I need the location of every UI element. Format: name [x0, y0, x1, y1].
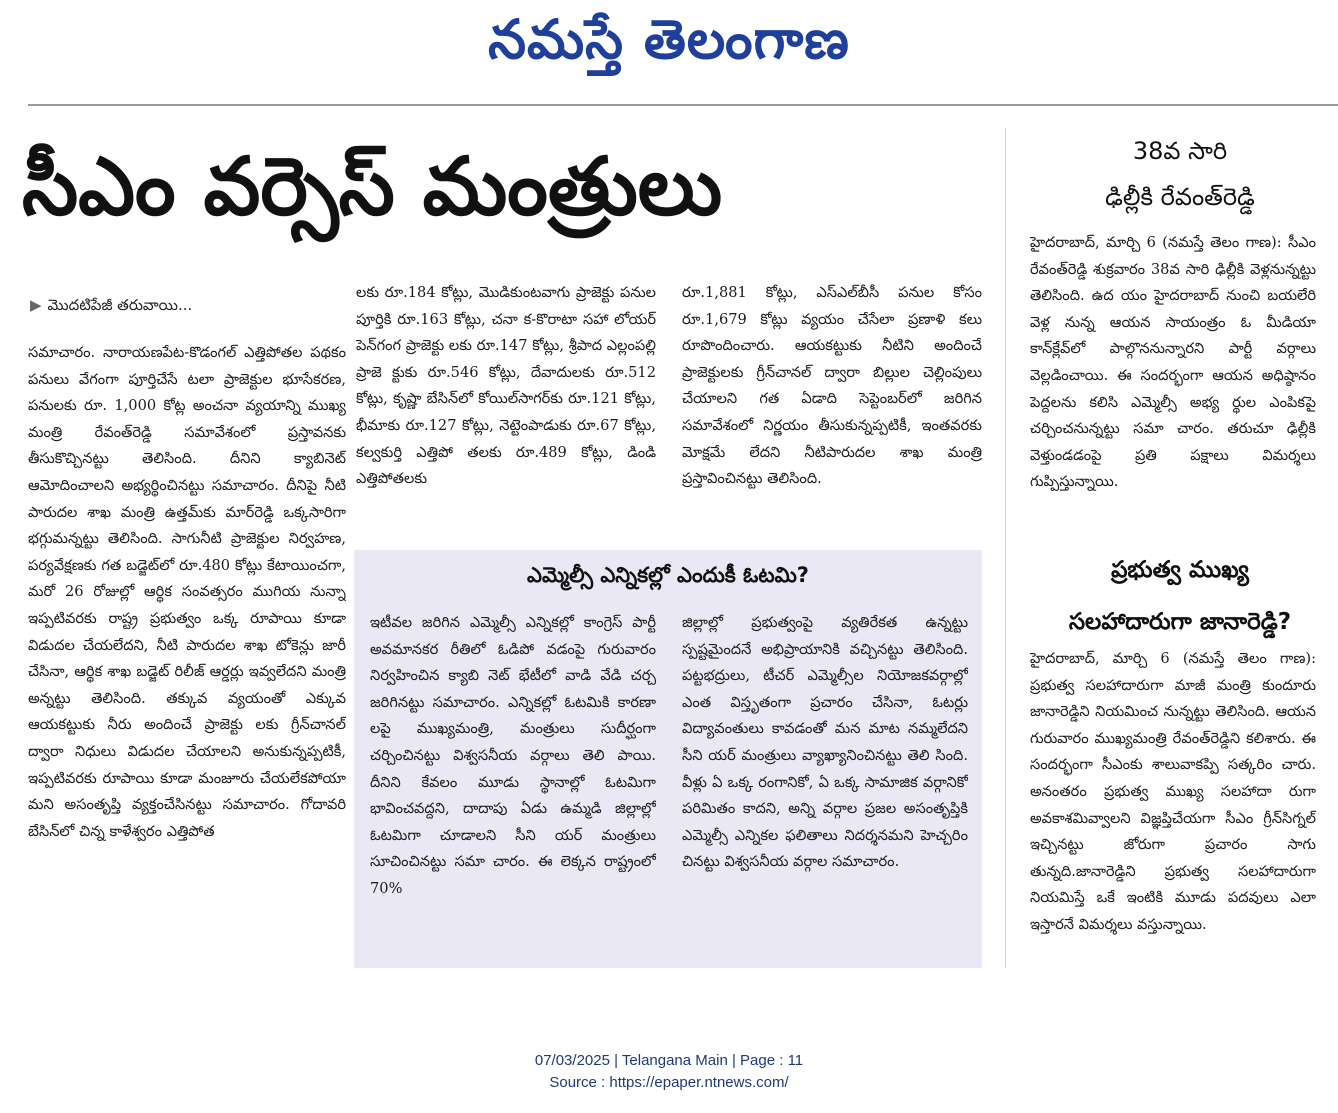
kicker-text: మొదటిపేజీ తరువాయి...	[47, 296, 193, 314]
side-story-2-heading	[1030, 544, 1330, 648]
side-story-1-body	[1030, 230, 1316, 530]
article-text: సమాచారం. నారాయణపేట-కొడంగల్ ఎత్తిపోతల పథకం పనులు వేగంగా పూర్తిచేసే టలా ప్రాజెక్టుల భూసేకరణ, పనులకు రూ. 1,000 కోట్ల అంచనా వ్యయాన్ని ముఖ్య మంత్రి రేవంత్‌రెడ్డి సమావేశంలో ప్రస్తావనకు తీసుకొచ్చినట్టు తెలిసింది. దీనిని క్యాబినెట్ ఆమోదించాలని అభ్యర్థించినట్టు సమాచారం. దీనిపై నీటి పారుదల శాఖ మంత్రి ఉత్తమ్‌కు మార్‌రెడ్డి ఒక్కసారిగా భగ్గుమన్నట్టు తెలిసింది. సాగునీటి ప్రాజెక్టుల నిర్వహణ, పర్యవేక్షణకు గత బడ్జెట్‌లో రూ.480 కోట్లు కేటాయించగా, మరో 26 రోజుల్లో ఆర్థిక సంవత్సరం ముగియ నున్నా ఇప్పటివరకు రాష్ట్ర ప్రభుత్వం ఒక్క రూపాయి కూడా విడుదల చేయలేదని, నీటి పారుదల శాఖ టోకెన్లు జారీ చేసినా, ఆర్థిక శాఖ బడ్జెట్ రిలీజ్ ఆర్డర్లు ఇవ్వలేదని మంత్రి అన్నట్టు తెలిసింది. తక్కువ వ్యయంతో ఎక్కువ ఆయకట్టుకు నీరు అందించే ప్రాజెక్టు లకు గ్రీన్‌చానల్ ద్వారా నిధులు విడుదల చేయాలని అనుకున్నప్పటికీ, ఇప్పటివరకు రూపాయి కూడా మంజూరు చేయలేకపోయా మని అసంతృప్తి వ్యక్తంచేసినట్టు సమాచారం. గోదావరి బేసిన్‌లో చిన్న కాళేశ్వరం ఎత్తిపోత	[28, 344, 346, 840]
article-column-3	[682, 280, 982, 530]
continuation-kicker	[30, 296, 192, 318]
side-story-text: హైదరాబాద్, మార్చి 6 (నమస్తే తెలం గాణ): సీఎం రేవంత్‌రెడ్డి శుక్రవారం 38వ సారి ఢిల్లీకి వెళ్లనున్నట్టు తెలిసింది. ఉద యం హైదరాబాద్ నుంచి బయలేరి వెళ్ల నున్న ఆయన సాయంత్రం ఓ మీడియా కాన్‌క్లేవ్‌లో పాల్గొననున్నారని పార్టీ వర్గాలు వెల్లడించాయి. ఈ సందర్భంగా ఆయన అధిష్ఠానం పెద్దలను కలిసి ఎమ్మెల్సీ అభ్య ర్థుల ఎంపికపై చర్చించనున్నట్టు సమా చారం. తరుచూ ఢిల్లీకి వెళ్తుండడంపై ప్రతి పక్షాలు విమర్శలు గుప్పిస్తున్నాయి.	[1030, 234, 1316, 491]
side-story-text: హైదరాబాద్, మార్చి 6 (నమస్తే తెలం గాణ): ప్రభుత్వ సలహాదారుగా మాజీ మంత్రి కుందూరు జానారెడ్డిని నియమించ నున్నట్టు తెలిసింది. ఆయన గురువారం ముఖ్యమంత్రి రేవంత్‌రెడ్డిని కలిశారు. ఈ సందర్భంగా సీఎంకు శాలువాకప్పి సత్కరిం చారు. అనంతరం ప్రభుత్వ ముఖ్య సలహాదా రుగా అవకాశమివ్వాలని విజ్ఞప్తిచేయగా సీఎం గ్రీన్‌సిగ్నల్ ఇచ్చినట్టు జోరుగా ప్రచారం సాగు తున్నది.జానారెడ్డిని ప్రభుత్వ సలహాదారుగా నియమిస్తే ఒకే ఇంటికి మూడు పదవులు ఎలా ఇస్తారనే విమర్శలు వస్తున్నాయి.	[1030, 650, 1316, 933]
main-headline: సీఎం వర్సెస్ మంత్రులు	[22, 140, 723, 233]
box-text: జిల్లాల్లో ప్రభుత్వంపై వ్యతిరేకత ఉన్నట్టు స్పష్టమైందనే అభిప్రాయానికి వచ్చినట్టు తెలిసింది. పట్టభద్రులు, టీచర్ ఎమ్మెల్సీల నియోజకవర్గాల్లో ఎంత విస్తృతంగా ప్రచారం చేసినా, ఓటర్లు విద్యావంతులు కావడంతో మన మాట నమ్మలేదని సీని యర్ మంత్రులు వ్యాఖ్యానించినట్టు తెలి సింది. వీళ్లు ఏ ఒక్క రంగానికో, ఏ ఒక్క సామాజిక వర్గానికో పరిమితం కాదని, అన్ని వర్గాల ప్రజల అసంతృప్తికి ఎమ్మెల్సీ ఎన్నికల ఫలితాలు నిదర్శనమని హెచ్చరిం చినట్టు విశ్వసనీయ వర్గాల సమాచారం.	[682, 614, 968, 871]
side-story-2-title-line1: ప్రభుత్వ ముఖ్య	[1111, 557, 1249, 583]
side-story-1-title-line1: 38వ సారి	[1132, 137, 1228, 165]
masthead-logo: నమస్తే తెలంగాణ	[488, 8, 850, 71]
footer-source-link[interactable]: Source : https://epaper.ntnews.com/	[549, 1074, 789, 1091]
box-title: ఎమ్మెల్సీ ఎన్నికల్లో ఎందుకీ ఓటమి?	[527, 563, 809, 587]
header-divider	[28, 104, 1338, 106]
side-story-2-body	[1030, 646, 1316, 972]
footer-date-page: 07/03/2025 | Telangana Main | Page : 11	[534, 1052, 804, 1069]
side-story-1-heading	[1030, 128, 1330, 220]
box-text: ఇటీవల జరిగిన ఎమ్మెల్సీ ఎన్నికల్లో కాంగ్రెస్ పార్టీ అవమానకర రీతిలో ఓడిపో వడంపై గురువారం నిర్వహించిన క్యాబి నెట్ భేటీలో వాడి వేడి చర్చ జరిగినట్టు సమాచారం. ఎన్నికల్లో ఓటమికి కారణా లపై ముఖ్యమంత్రి, మంత్రులు సుదీర్ఘంగా చర్చించినట్టు విశ్వసనీయ వర్గాలు తెలి పాయి. దీనిని కేవలం మూడు స్థానాల్లో ఓటమిగా భావించవద్దని, దాదాపు ఏడు ఉమ్మడి జిల్లాల్లో ఓటమిగా చూడాలని సీని యర్ మంత్రులు సూచించినట్టు సమా చారం. ఈ లెక్కన రాష్ట్రంలో 70%	[370, 614, 656, 897]
side-story-1-title-line2: ఢిల్లీకి రేవంత్‌రెడ్డి	[1105, 183, 1255, 211]
column-divider	[1005, 128, 1006, 968]
side-story-2-title-line2: సలహాదారుగా జానారెడ్డి?	[1068, 609, 1292, 635]
box-column-1	[370, 610, 656, 950]
article-text: రూ.1,881 కోట్లు, ఎస్ఎల్‌బీసీ పనుల కోసం రూ.1,679 కోట్లు వ్యయం చేసేలా ప్రణాళి కలు రూపొందించారు. ఆయకట్టుకు నీటిని అందించే ప్రాజెక్టులకు గ్రీన్‌చానల్ ద్వారా బిల్లుల చెల్లింపులు చేయాలని గత ఏడాది సెప్టెంబర్‌లో జరిగిన సమావేశంలో నిర్ణయం తీసుకున్నప్పటికీ, ఇంతవరకు మోక్షమే లేదని నీటిపారుదల శాఖ మంత్రి ప్రస్తావించినట్టు తెలిసింది.	[682, 284, 982, 488]
chevron-right-icon: ▶	[30, 296, 42, 314]
article-text: లకు రూ.184 కోట్లు, మొడికుంటవాగు ప్రాజెక్టు పనుల పూర్తికి రూ.163 కోట్లు, చనా క-కొరాటా సహా లోయర్ పెన్‌గంగ ప్రాజెక్టు లకు రూ.147 కోట్లు, శ్రీపాద ఎల్లంపల్లి ప్రాజె క్టుకు రూ.546 కోట్లు, దేవాదులకు రూ.512 కోట్లు, కృష్ణా బేసిన్‌లో కోయిల్‌సాగర్‌కు రూ.121 కోట్లు, భీమాకు రూ.127 కోట్లు, నెట్టెంపాడుకు రూ.67 కోట్లు, కల్వకుర్తి ఎత్తిపో తలకు రూ.489 కోట్లు, డిండి ఎత్తిపోతలకు	[356, 284, 656, 488]
box-column-2	[682, 610, 968, 950]
article-column-2	[356, 280, 656, 530]
article-column-1	[28, 340, 346, 972]
